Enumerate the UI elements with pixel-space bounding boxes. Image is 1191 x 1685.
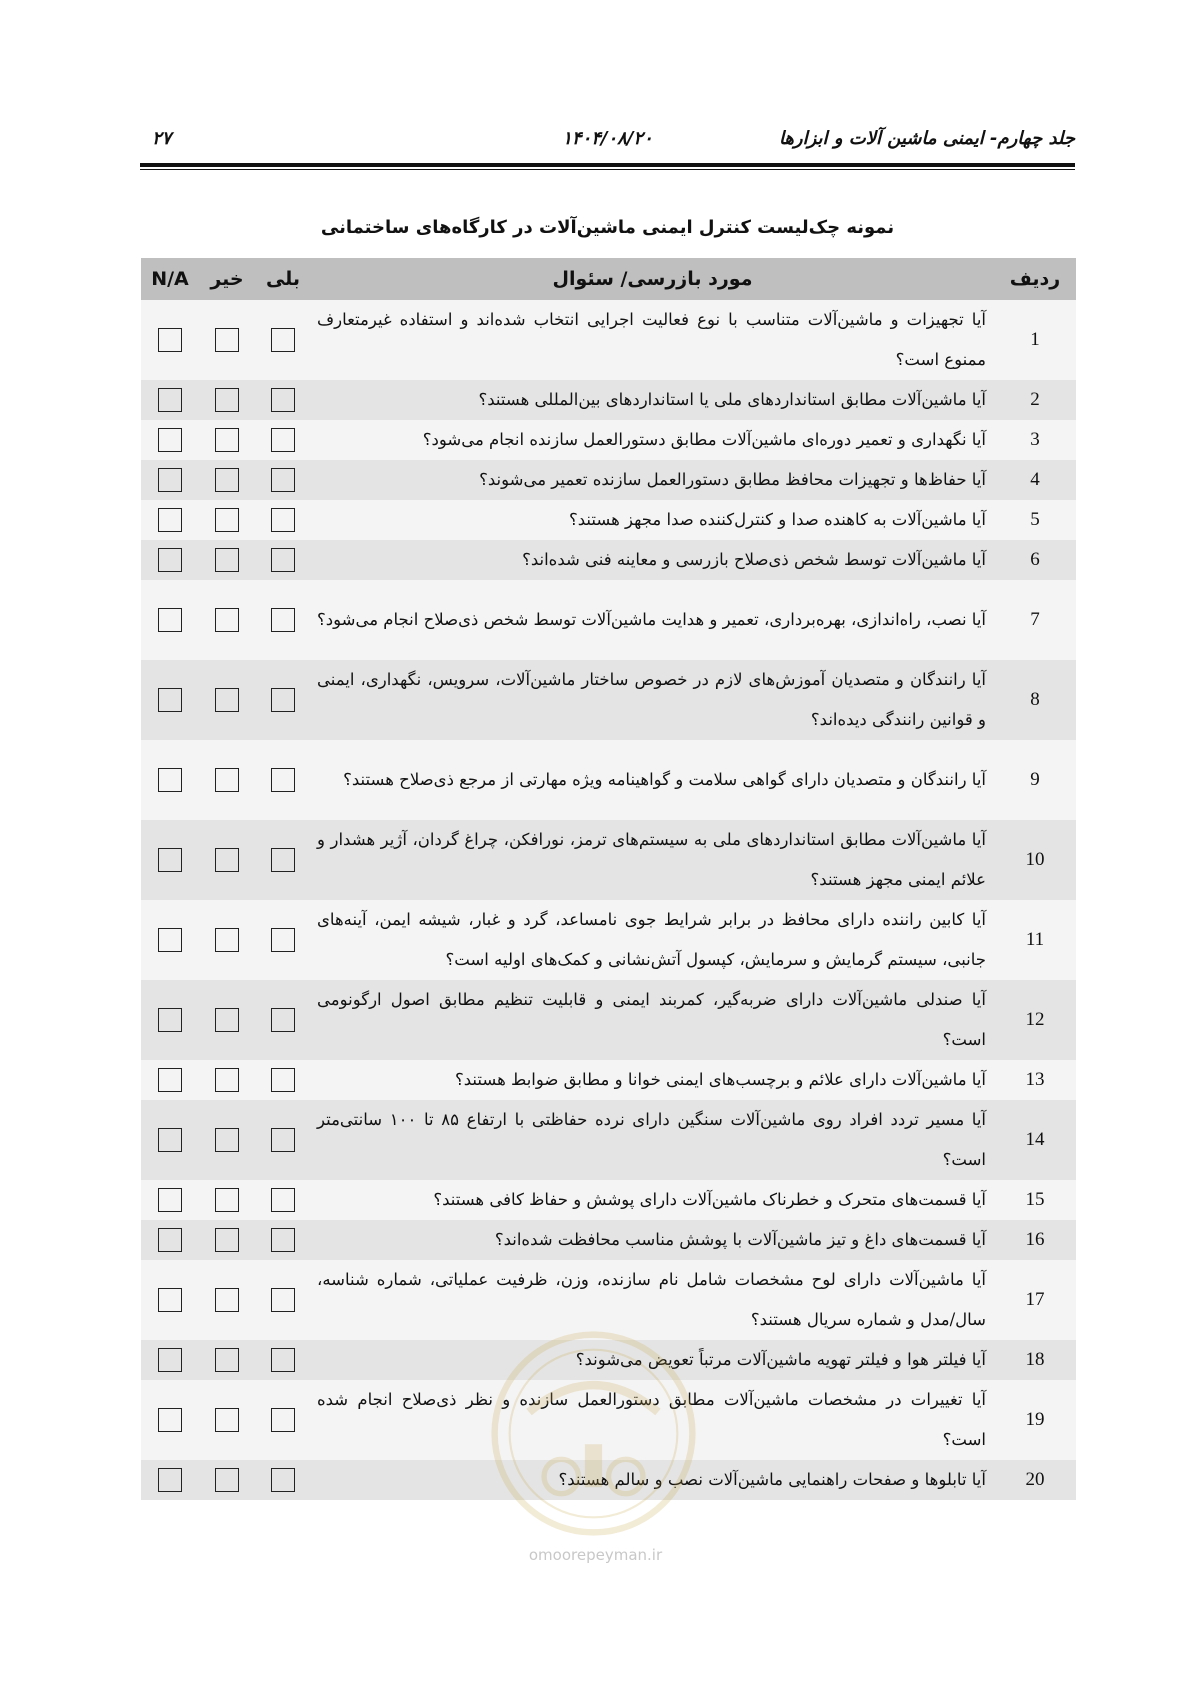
col-row-header: ردیف [994, 258, 1076, 300]
row-number: 13 [994, 1060, 1076, 1100]
row-number: 17 [994, 1260, 1076, 1340]
page-number: ۲۷ [152, 128, 172, 149]
checkbox-yes[interactable] [271, 468, 295, 492]
cell-yes [255, 380, 311, 420]
row-number: 3 [994, 420, 1076, 460]
checkbox-na[interactable] [158, 1188, 182, 1212]
row-number: 12 [994, 980, 1076, 1060]
cell-na [141, 380, 199, 420]
checklist-table [141, 258, 1076, 1500]
checkbox-no[interactable] [215, 468, 239, 492]
cell-question [311, 1220, 994, 1260]
cell-question [311, 1260, 994, 1340]
cell-na [141, 540, 199, 580]
checkbox-yes[interactable] [271, 1068, 295, 1092]
table-row [141, 420, 1076, 460]
checkbox-na[interactable] [158, 1408, 182, 1432]
cell-no [199, 300, 255, 380]
cell-na [141, 1060, 199, 1100]
footer-url: omoorepeyman.ir [528, 1546, 663, 1564]
cell-no [199, 1380, 255, 1460]
cell-na [141, 1220, 199, 1260]
cell-no [199, 1180, 255, 1220]
checkbox-no[interactable] [215, 1348, 239, 1372]
question-text: آیا کابین راننده دارای محافظ در برابر شرایط جوی نامساعد، گرد و غبار، شیشه ایمن، آینه‌های جانبی، سیستم گرمایش و سرمایش، کپسول آتش‌نشانی و کمک‌های اولیه است؟ [317, 910, 986, 969]
checkbox-na[interactable] [158, 688, 182, 712]
cell-yes [255, 1460, 311, 1500]
row-number: 18 [994, 1340, 1076, 1380]
checkbox-no[interactable] [215, 688, 239, 712]
cell-no [199, 580, 255, 660]
table-row [141, 1060, 1076, 1100]
header-rule-thick [140, 163, 1075, 167]
cell-no [199, 540, 255, 580]
cell-yes [255, 740, 311, 820]
cell-no [199, 420, 255, 460]
question-text: آیا حفاظ‌ها و تجهیزات محافظ مطابق دستورالعمل سازنده تعمیر می‌شوند؟ [479, 470, 986, 489]
cell-na [141, 1260, 199, 1340]
checkbox-na[interactable] [158, 928, 182, 952]
cell-yes [255, 980, 311, 1060]
checkbox-na[interactable] [158, 388, 182, 412]
checkbox-yes[interactable] [271, 1188, 295, 1212]
cell-question [311, 820, 994, 900]
cell-na [141, 1100, 199, 1180]
table-row [141, 660, 1076, 740]
table-row [141, 1460, 1076, 1500]
checkbox-yes[interactable] [271, 1468, 295, 1492]
cell-question [311, 460, 994, 500]
cell-yes [255, 580, 311, 660]
checkbox-yes[interactable] [271, 1228, 295, 1252]
checkbox-no[interactable] [215, 1288, 239, 1312]
checkbox-yes[interactable] [271, 1288, 295, 1312]
cell-question [311, 660, 994, 740]
cell-no [199, 900, 255, 980]
row-number: 15 [994, 1180, 1076, 1220]
checkbox-na[interactable] [158, 1468, 182, 1492]
cell-na [141, 1380, 199, 1460]
table-row [141, 1340, 1076, 1380]
cell-yes [255, 1260, 311, 1340]
checkbox-yes[interactable] [271, 928, 295, 952]
question-text: آیا رانندگان و متصدیان دارای گواهی سلامت و گواهینامه ویژه مهارتی از مرجع ذی‌صلاح هستند؟ [343, 770, 986, 789]
checkbox-no[interactable] [215, 1008, 239, 1032]
checkbox-yes[interactable] [271, 508, 295, 532]
cell-yes [255, 900, 311, 980]
cell-na [141, 820, 199, 900]
row-number: 5 [994, 500, 1076, 540]
checkbox-na[interactable] [158, 1288, 182, 1312]
question-text: آیا قسمت‌های داغ و تیز ماشین‌آلات با پوشش مناسب محافظت شده‌اند؟ [494, 1230, 986, 1249]
table-row [141, 1380, 1076, 1460]
table-header-row [141, 258, 1076, 300]
question-text: آیا ماشین‌آلات مطابق استانداردهای ملی یا استانداردهای بین‌المللی هستند؟ [478, 390, 986, 409]
cell-yes [255, 500, 311, 540]
cell-yes [255, 1100, 311, 1180]
cell-question [311, 300, 994, 380]
header-rule-thin [140, 169, 1075, 170]
table-row [141, 820, 1076, 900]
table-row [141, 460, 1076, 500]
col-yes-header: بلی [255, 258, 311, 300]
cell-no [199, 740, 255, 820]
cell-question [311, 540, 994, 580]
checkbox-no[interactable] [215, 548, 239, 572]
table-row [141, 1100, 1076, 1180]
cell-na [141, 1460, 199, 1500]
cell-question [311, 1060, 994, 1100]
cell-question [311, 1340, 994, 1380]
cell-na [141, 500, 199, 540]
header-date: ۱۴۰۴/۰۸/۲۰ [562, 128, 653, 149]
cell-yes [255, 1060, 311, 1100]
table-row [141, 1180, 1076, 1220]
page-header [140, 128, 1075, 158]
checkbox-yes[interactable] [271, 428, 295, 452]
cell-question [311, 420, 994, 460]
cell-yes [255, 820, 311, 900]
checkbox-yes[interactable] [271, 848, 295, 872]
checkbox-no[interactable] [215, 848, 239, 872]
table-row [141, 740, 1076, 820]
table-row [141, 900, 1076, 980]
cell-question [311, 380, 994, 420]
cell-na [141, 1180, 199, 1220]
table-row [141, 980, 1076, 1060]
row-number: 1 [994, 300, 1076, 380]
checkbox-yes[interactable] [271, 388, 295, 412]
checkbox-no[interactable] [215, 1188, 239, 1212]
col-na-header: N/A [141, 258, 199, 300]
row-number: 16 [994, 1220, 1076, 1260]
checkbox-yes[interactable] [271, 1008, 295, 1032]
question-text: آیا ماشین‌آلات مطابق استانداردهای ملی به سیستم‌های ترمز، نورافکن، چراغ گردان، آژیر هشدار و علائم ایمنی مجهز هستند؟ [317, 830, 986, 889]
checkbox-na[interactable] [158, 1348, 182, 1372]
question-text: آیا صندلی ماشین‌آلات دارای ضربه‌گیر، کمربند ایمنی و قابلیت تنظیم مطابق اصول ارگونومی است؟ [317, 990, 986, 1049]
cell-no [199, 980, 255, 1060]
checkbox-no[interactable] [215, 1468, 239, 1492]
checklist-title: نمونه چک‌لیست کنترل ایمنی ماشین‌آلات در کارگاه‌های ساختمانی [320, 217, 895, 238]
question-text: آیا ماشین‌آلات دارای علائم و برچسب‌های ایمنی خوانا و مطابق ضوابط هستند؟ [454, 1070, 986, 1089]
checkbox-na[interactable] [158, 848, 182, 872]
checkbox-no[interactable] [215, 388, 239, 412]
cell-yes [255, 1220, 311, 1260]
cell-yes [255, 1380, 311, 1460]
cell-no [199, 1260, 255, 1340]
cell-question [311, 1460, 994, 1500]
question-text: آیا ماشین‌آلات به کاهنده صدا و کنترل‌کننده صدا مجهز هستند؟ [569, 510, 986, 529]
row-number: 6 [994, 540, 1076, 580]
checkbox-no[interactable] [215, 928, 239, 952]
checkbox-yes[interactable] [271, 1128, 295, 1152]
question-text: آیا نگهداری و تعمیر دوره‌ای ماشین‌آلات مطابق دستورالعمل سازنده انجام می‌شود؟ [422, 430, 986, 449]
cell-na [141, 660, 199, 740]
cell-no [199, 1340, 255, 1380]
cell-question [311, 900, 994, 980]
row-number: 14 [994, 1100, 1076, 1180]
question-text: آیا مسیر تردد افراد روی ماشین‌آلات سنگین دارای نرده حفاظتی با ارتفاع ۸۵ تا ۱۰۰ سانتی‌متر است؟ [317, 1110, 987, 1169]
question-text: آیا تغییرات در مشخصات ماشین‌آلات مطابق دستورالعمل سازنده و نظر ذی‌صلاح انجام شده است؟ [317, 1390, 986, 1449]
table-row [141, 500, 1076, 540]
table-row [141, 300, 1076, 380]
row-number: 8 [994, 660, 1076, 740]
cell-yes [255, 1180, 311, 1220]
row-number: 20 [994, 1460, 1076, 1500]
cell-no [199, 1100, 255, 1180]
checkbox-no[interactable] [215, 1408, 239, 1432]
checkbox-no[interactable] [215, 768, 239, 792]
checkbox-na[interactable] [158, 428, 182, 452]
cell-yes [255, 660, 311, 740]
question-text: آیا رانندگان و متصدیان آموزش‌های لازم در خصوص ساختار ماشین‌آلات، سرویس، نگهداری، ایمنی و قوانین رانندگی دیده‌اند؟ [317, 670, 986, 729]
cell-yes [255, 420, 311, 460]
cell-na [141, 900, 199, 980]
row-number: 11 [994, 900, 1076, 980]
checkbox-na[interactable] [158, 468, 182, 492]
cell-yes [255, 460, 311, 500]
table-row [141, 580, 1076, 660]
cell-no [199, 1220, 255, 1260]
table-row [141, 1220, 1076, 1260]
checkbox-yes[interactable] [271, 688, 295, 712]
checkbox-no[interactable] [215, 328, 239, 352]
cell-yes [255, 540, 311, 580]
cell-na [141, 980, 199, 1060]
row-number: 9 [994, 740, 1076, 820]
checkbox-yes[interactable] [271, 548, 295, 572]
table-row [141, 540, 1076, 580]
checkbox-yes[interactable] [271, 1408, 295, 1432]
checkbox-na[interactable] [158, 548, 182, 572]
cell-na [141, 580, 199, 660]
cell-question [311, 500, 994, 540]
checkbox-na[interactable] [158, 768, 182, 792]
checkbox-na[interactable] [158, 608, 182, 632]
row-number: 4 [994, 460, 1076, 500]
checkbox-na[interactable] [158, 1128, 182, 1152]
checkbox-na[interactable] [158, 508, 182, 532]
question-text: آیا ماشین‌آلات توسط شخص ذی‌صلاح بازرسی و معاینه فنی شده‌اند؟ [522, 550, 986, 569]
question-text: آیا فیلتر هوا و فیلتر تهویه ماشین‌آلات مرتباً تعویض می‌شوند؟ [575, 1350, 986, 1369]
cell-na [141, 300, 199, 380]
book-title: جلد چهارم- ایمنی ماشین آلات و ابزارها [778, 128, 1075, 149]
col-question-header: مورد بازرسی/ سئوال [311, 258, 994, 300]
checkbox-yes[interactable] [271, 328, 295, 352]
cell-na [141, 740, 199, 820]
row-number: 7 [994, 580, 1076, 660]
table-row [141, 1260, 1076, 1340]
checkbox-no[interactable] [215, 608, 239, 632]
checkbox-na[interactable] [158, 1068, 182, 1092]
row-number: 2 [994, 380, 1076, 420]
checkbox-yes[interactable] [271, 608, 295, 632]
question-text: آیا نصب، راه‌اندازی، بهره‌برداری، تعمیر و هدایت ماشین‌آلات توسط شخص ذی‌صلاح انجام می‌شود؟ [317, 610, 986, 629]
cell-no [199, 660, 255, 740]
question-text: آیا ماشین‌آلات دارای لوح مشخصات شامل نام سازنده، وزن، ظرفیت عملیاتی، شماره شناسه، سال/مدل و شماره سریال هستند؟ [317, 1270, 986, 1329]
cell-question [311, 1180, 994, 1220]
cell-question [311, 1380, 994, 1460]
cell-na [141, 420, 199, 460]
checkbox-na[interactable] [158, 328, 182, 352]
row-number: 10 [994, 820, 1076, 900]
cell-na [141, 460, 199, 500]
checkbox-no[interactable] [215, 1228, 239, 1252]
cell-question [311, 980, 994, 1060]
checkbox-no[interactable] [215, 508, 239, 532]
checkbox-na[interactable] [158, 1008, 182, 1032]
checkbox-na[interactable] [158, 1228, 182, 1252]
cell-question [311, 740, 994, 820]
question-text: آیا تجهیزات و ماشین‌آلات متناسب با نوع فعالیت اجرایی انتخاب شده‌اند و استفاده غیرمتعارف ممنوع است؟ [317, 310, 986, 369]
table-row [141, 380, 1076, 420]
cell-no [199, 380, 255, 420]
row-number: 19 [994, 1380, 1076, 1460]
cell-na [141, 1340, 199, 1380]
question-text: آیا قسمت‌های متحرک و خطرناک ماشین‌آلات دارای پوشش و حفاظ کافی هستند؟ [433, 1190, 986, 1209]
cell-yes [255, 1340, 311, 1380]
checkbox-no[interactable] [215, 1128, 239, 1152]
cell-yes [255, 300, 311, 380]
cell-no [199, 460, 255, 500]
cell-no [199, 820, 255, 900]
checkbox-yes[interactable] [271, 768, 295, 792]
cell-no [199, 1460, 255, 1500]
question-text: آیا تابلوها و صفحات راهنمایی ماشین‌آلات نصب و سالم هستند؟ [558, 1470, 986, 1489]
cell-no [199, 1060, 255, 1100]
checkbox-no[interactable] [215, 1068, 239, 1092]
col-no-header: خیر [199, 258, 255, 300]
cell-no [199, 500, 255, 540]
checkbox-yes[interactable] [271, 1348, 295, 1372]
cell-question [311, 1100, 994, 1180]
cell-question [311, 580, 994, 660]
checkbox-no[interactable] [215, 428, 239, 452]
